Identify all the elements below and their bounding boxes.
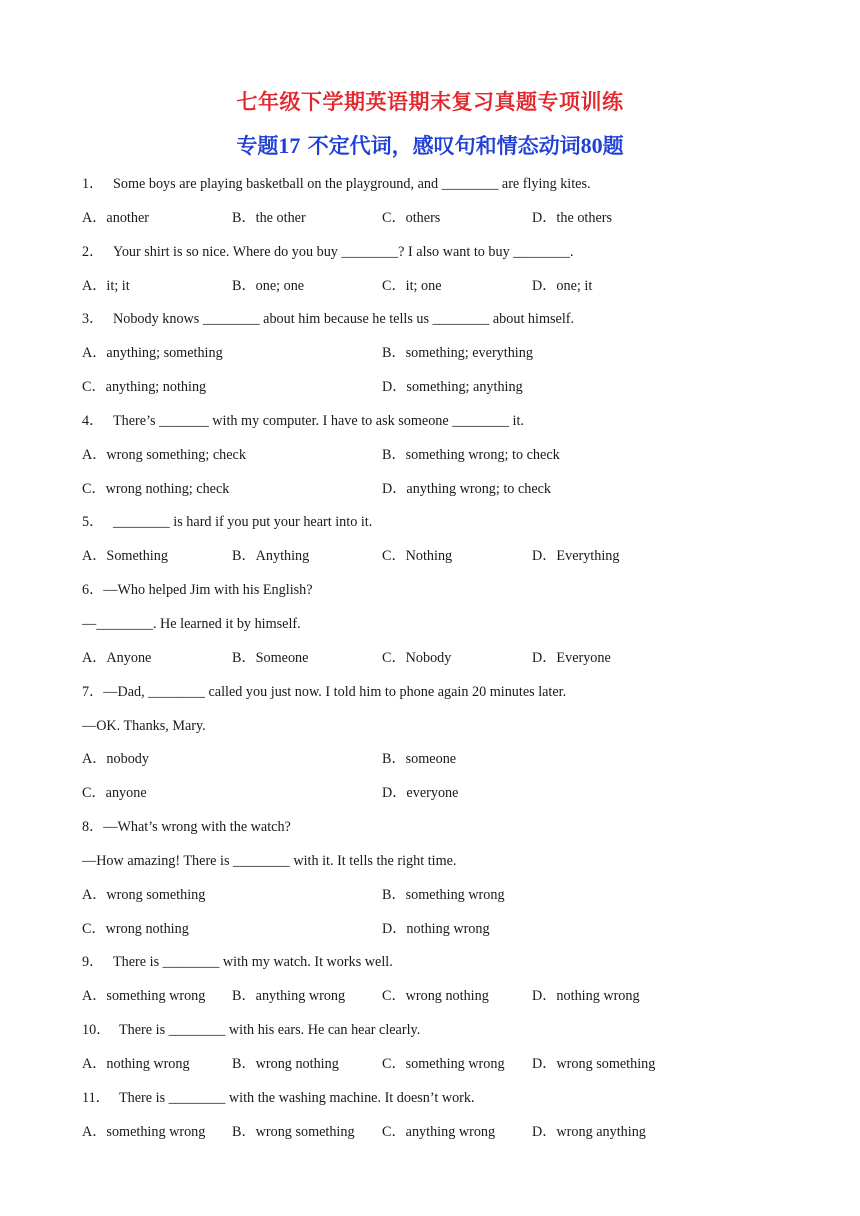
answer-options — [82, 883, 782, 917]
answer-option[interactable]: D．something; anything — [382, 379, 523, 396]
answer-option[interactable]: B．Someone — [232, 649, 309, 666]
answer-option[interactable]: A．wrong something; check — [82, 446, 246, 463]
question-number: 2． — [82, 243, 104, 260]
answer-option[interactable]: D．Everyone — [532, 649, 611, 666]
answer-option[interactable]: C．Nobody — [382, 649, 452, 666]
question-number: 10． — [82, 1022, 111, 1039]
question-text: —OK. Thanks, Mary. — [82, 717, 206, 734]
answer-option[interactable]: B．one; one — [232, 277, 305, 294]
answer-options — [82, 341, 782, 375]
answer-option[interactable]: C．anything; nothing — [82, 379, 207, 396]
answer-option[interactable]: B．something wrong; to check — [382, 446, 560, 463]
question-number: 8． — [82, 819, 104, 836]
question-text: —Dad, ________ called you just now. I told him to phone again 20 minutes later. — [103, 683, 567, 700]
answer-options — [82, 443, 782, 477]
question-text: —________. He learned it by himself. — [82, 615, 301, 632]
question-stem — [82, 815, 782, 849]
answer-options — [82, 646, 782, 680]
question-number: 6． — [82, 582, 104, 599]
subtitle-suffix: 题 — [602, 134, 624, 158]
answer-option[interactable]: A．another — [82, 209, 149, 226]
question-stem — [82, 409, 782, 443]
answer-option[interactable]: C．Nothing — [382, 548, 453, 565]
answer-option[interactable]: D．Everything — [532, 548, 620, 565]
answer-option[interactable]: B．anything wrong — [232, 988, 346, 1005]
page-subtitle — [0, 130, 860, 160]
answer-option[interactable]: C．anyone — [82, 785, 147, 802]
answer-options — [82, 375, 782, 409]
answer-option[interactable]: B．wrong nothing — [232, 1055, 339, 1072]
question-stem — [82, 714, 782, 748]
answer-option[interactable]: B．something; everything — [382, 345, 533, 362]
question-stem — [82, 307, 782, 341]
question-text: Some boys are playing basketball on the playground, and ________ are flying kites. — [113, 176, 591, 192]
answer-option[interactable]: B．someone — [382, 751, 457, 768]
question-text: —Who helped Jim with his English? — [103, 582, 313, 599]
answer-options — [82, 544, 782, 578]
answer-options — [82, 984, 782, 1018]
answer-option[interactable]: A．nothing wrong — [82, 1055, 190, 1072]
answer-option[interactable]: C．anything wrong — [382, 1123, 496, 1140]
question-text: Your shirt is so nice. Where do you buy ________? I also want to buy ________. — [113, 243, 574, 260]
answer-option[interactable]: C．wrong nothing — [382, 988, 489, 1005]
answer-option[interactable]: D．wrong anything — [532, 1123, 646, 1140]
answer-option[interactable]: D．anything wrong; to check — [382, 480, 552, 497]
question-number: 3． — [82, 311, 104, 328]
question-text: —What’s wrong with the watch? — [103, 819, 291, 836]
subtitle-topic-number: 17 — [278, 133, 301, 158]
answer-option[interactable]: B．something wrong — [382, 886, 505, 903]
answer-option[interactable]: A．nobody — [82, 751, 149, 768]
question-stem — [82, 849, 782, 883]
question-stem — [82, 510, 782, 544]
question-stem — [82, 612, 782, 646]
subtitle-topic: 不定代词，感叹句和情态动词 — [307, 134, 581, 158]
answer-option[interactable]: D．wrong something — [532, 1055, 656, 1072]
question-stem — [82, 680, 782, 714]
answer-options — [82, 1052, 782, 1086]
answer-options — [82, 274, 782, 308]
answer-option[interactable]: D．the others — [532, 209, 612, 226]
answer-option[interactable]: A．it; it — [82, 277, 130, 294]
question-number: 1． — [82, 176, 104, 192]
answer-options — [82, 781, 782, 815]
answer-option[interactable]: B．wrong something — [232, 1123, 355, 1140]
answer-options — [82, 917, 782, 951]
answer-option[interactable]: D．one; it — [532, 277, 593, 294]
question-text: Nobody knows ________ about him because he tells us ________ about himself. — [113, 311, 575, 328]
question-text: There is ________ with the washing machine. It doesn’t work. — [119, 1089, 475, 1106]
answer-option[interactable]: A．something wrong — [82, 1123, 206, 1140]
answer-option[interactable]: D．nothing wrong — [382, 920, 490, 937]
question-text: —How amazing! There is ________ with it. It tells the right time. — [82, 852, 457, 869]
question-list — [82, 172, 782, 1153]
question-stem — [82, 950, 782, 984]
answer-option[interactable]: C．wrong nothing — [82, 920, 189, 937]
question-number: 11． — [82, 1089, 110, 1106]
answer-option[interactable]: A．anything; something — [82, 345, 223, 362]
answer-option[interactable]: D．everyone — [382, 785, 459, 802]
question-text: There is ________ with my watch. It works well. — [113, 954, 393, 971]
answer-options — [82, 206, 782, 240]
question-stem — [82, 240, 782, 274]
question-text: There is ________ with his ears. He can hear clearly. — [119, 1022, 421, 1039]
question-number: 4． — [82, 412, 104, 429]
question-number: 5． — [82, 514, 104, 531]
question-text: ________ is hard if you put your heart into it. — [113, 514, 373, 531]
answer-options — [82, 747, 782, 781]
question-stem — [82, 1086, 782, 1120]
answer-option[interactable]: C．others — [382, 209, 441, 226]
answer-option[interactable]: C．it; one — [382, 277, 442, 294]
subtitle-count: 80 — [580, 133, 603, 158]
question-text: There’s _______ with my computer. I have to ask someone ________ it. — [113, 412, 524, 429]
answer-option[interactable]: A．Something — [82, 548, 168, 565]
answer-option[interactable]: B．the other — [232, 209, 306, 226]
answer-option[interactable]: A．something wrong — [82, 988, 206, 1005]
answer-option[interactable]: B．Anything — [232, 548, 310, 565]
answer-option[interactable]: C．wrong nothing; check — [82, 480, 230, 497]
question-number: 7． — [82, 683, 104, 700]
answer-option[interactable]: C．something wrong — [382, 1055, 505, 1072]
question-number: 9． — [82, 954, 104, 971]
subtitle-prefix: 专题 — [236, 134, 279, 158]
answer-options — [82, 1120, 782, 1154]
answer-option[interactable]: A．Anyone — [82, 649, 152, 666]
page-title: 七年级下学期英语期末复习真题专项训练 — [236, 90, 624, 114]
question-stem — [82, 1018, 782, 1052]
question-stem — [82, 172, 782, 206]
question-stem — [82, 578, 782, 612]
answer-option[interactable]: A．wrong something — [82, 886, 206, 903]
answer-option[interactable]: D．nothing wrong — [532, 988, 640, 1005]
answer-options — [82, 477, 782, 511]
